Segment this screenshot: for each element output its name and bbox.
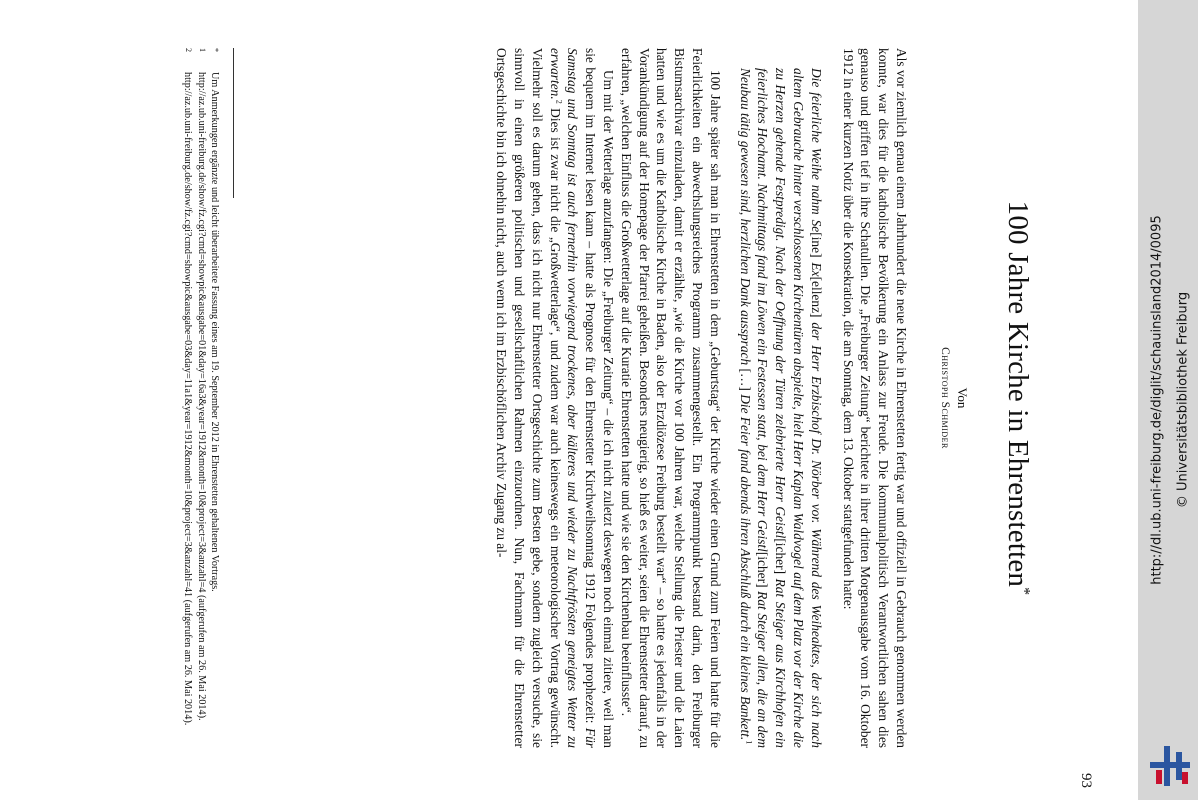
footnote-item bbox=[194, 48, 206, 748]
article-title-text: 100 Jahre Kirche in Ehrenstetten bbox=[1002, 200, 1034, 588]
quote-part: Die feierliche Weihe nahm Se bbox=[808, 68, 824, 233]
second-paragraph: 100 Jahre später sah man in Ehrenstetten in dem „Geburtstag“ der Kirche wieder einen Grund zum Feiern und hatte für die Feierlichkeiten ein abwechslungsreiches Programm zusammengestellt. Ein Programmpunkt bestand darin, den Freiburger Bistumsarchivar einzuladen, damit er erzählte, „wie die Kirche vor 100 Jahren war, welche Stellung die Priester und die Laien hatten und wie es um die Katholische Kirche in Baden, also der Erzdiözese Freiburg bestellt war“ – so hatte es jedenfalls in der Vorankündigung auf der Homepage der Pfarrei geheißen. Besonders neugierig, so hieß es weiter, seien die Ehrenstetter darauf, zu erfahren, „welchen Einfluss die Großwetterlage auf die Kuratie Ehrenstetten hatte und wie sie den Kirchenbau beeinflusste“. bbox=[618, 48, 723, 748]
footnote-link[interactable]: http://az.ub.uni-freiburg.de/show/fz.cgi?cmd=showpic&ausgabe=03&day=11a1&year=1912&month=10&project=3&anzahl=41 (aufgerufen am 26. Mai 2014). bbox=[182, 72, 194, 726]
quote-editorial-insert: [icher] bbox=[755, 551, 771, 592]
logo-bar-blue bbox=[1164, 746, 1170, 786]
third-paragraph bbox=[492, 48, 617, 748]
copyright-notice: © Universitätsbibliothek Freiburg bbox=[1175, 291, 1191, 509]
logo-bar-red bbox=[1156, 770, 1162, 784]
quote-editorial-insert: […] bbox=[737, 368, 753, 395]
article-title bbox=[1001, 48, 1034, 748]
quote-part: der Herr Erzbischof Dr. Nörber vor. Während des Weiheaktes, der sich nach altem Gebrauche hinter verschlossenen Kirchentüren abspielte, hielt Herr Kaplan Waldvogel auf dem Platz vor der Kirche die zu Herzen gehende Festpredigt. Nach der Oeffnung der Türen zelebrierte Herr Geistl bbox=[773, 68, 824, 748]
byline-von: Von bbox=[955, 387, 970, 409]
intro-paragraph: Als vor ziemlich genau einem Jahrhundert die neue Kirche in Ehrenstetten fertig war und offiziell in Gebrauch genommen werden konnte, war dies für die katholische Bevölkerung ein Anlass zur Freude. Die kommunalpolitisch Verantwortlichen sahen dies genauso und griffen tief in ihre Schatullen. Die „Freiburger Zeitung“ berichtete in ihrer dritten Morgenausgabe vom 16. Oktober 1912 in einer kurzen Notiz über die Konsekration, die am Sonntag, dem 13. Oktober stattgefunden hatte: bbox=[840, 48, 909, 748]
third-paragraph-text: Dies ist zwar nicht die „Großwetterlage“, und zudem war auch keineswegs ein meteorologischer Vortrag gewünscht. Vielmehr soll es darum gehen, dass ich nicht nur Ehrenstetter Ortsgeschichte zum Besten gebe, sondern zugleich versuche, sie sinnvoll in einen größeren politischen und gesellschaftlichen Rahmen einzuordnen. Nun, Fachmann für die Ehrenstetter Ortsgeschichte bin ich ohnehin nicht, auch wenn ich im Erzbischöflichen Archiv Zugang zu al- bbox=[494, 48, 563, 748]
page-number: 93 bbox=[1078, 773, 1094, 788]
quote-part: Die Feier fand abends ihren Abschluß durch ein kleines Bankett. bbox=[737, 394, 753, 741]
ub-freiburg-logo-icon bbox=[1146, 742, 1194, 790]
quote-editorial-insert: [ine] bbox=[808, 232, 824, 263]
footnote-divider bbox=[233, 48, 234, 198]
footnotes bbox=[180, 48, 220, 748]
footnote-mark: * bbox=[211, 48, 220, 52]
third-paragraph-text: Um mit der Wetterlage anzufangen: Die „Freiburger Zeitung“ – die ich nicht zuletzt deswegen noch einmal zitiere, weil man sie bequem im Internet lesen kann – hatte als Prognose für den Ehrenstetter Kirchweihsonntag 1912 Folgendes prophezeit: bbox=[583, 48, 617, 748]
newspaper-quote bbox=[736, 48, 825, 748]
permalink-url[interactable]: http://dl.ub.uni-freiburg.de/diglit/schauinsland2014/0095 bbox=[1149, 215, 1165, 585]
footnote-ref-1: 1 bbox=[744, 740, 754, 745]
quote-part: Rat Steiger allen, die an dem Neubau tätig gewesen sind, herzlichen Dank aussprach bbox=[737, 68, 771, 749]
footnote-item bbox=[208, 48, 220, 748]
footnote-mark: 2 bbox=[184, 48, 194, 52]
article-body bbox=[492, 48, 910, 748]
quote-editorial-insert: [ellenz] bbox=[808, 276, 824, 323]
weather-forecast-quote: Für Samstag und Sonntag ist auch fernerhin vorwiegend trockenes, aber kälteres und wieder zu Nachtfrösten geneigtes Wetter zu erwarten. bbox=[547, 48, 599, 748]
author-name: Christoph Schmider bbox=[939, 347, 951, 449]
footnote-mark: 1 bbox=[197, 48, 207, 52]
footnote-text: Um Anmerkungen ergänzte und leicht überarbeitete Fassung eines am 19. September 2012 in Ehrenstetten gehaltenen Vortrags. bbox=[209, 72, 220, 592]
quote-part: Ex bbox=[808, 262, 824, 277]
logo-bar-red bbox=[1182, 772, 1188, 784]
quote-part: Rat Steiger aus Kirchhofen ein feierliches Hochamt. Nachmittags fand im Löwen ein Festessen statt, bei dem Herr Geistl bbox=[755, 68, 789, 748]
page-content bbox=[0, 48, 1138, 788]
footnote-link[interactable]: http://az.ub.uni-freiburg.de/show/fz.cgi?cmd=showpic&ausgabe=01&day=16a3&year=1912&month=10&project=3&anzahl=4 (aufgerufen am 26. Mai 2014). bbox=[195, 72, 207, 721]
quote-editorial-insert: [icher] bbox=[773, 538, 789, 579]
footnote-ref-2: 2 bbox=[554, 99, 564, 104]
logo-bar-blue bbox=[1176, 752, 1182, 780]
footnote-item bbox=[181, 48, 193, 748]
title-footnote-marker: * bbox=[1015, 587, 1033, 596]
